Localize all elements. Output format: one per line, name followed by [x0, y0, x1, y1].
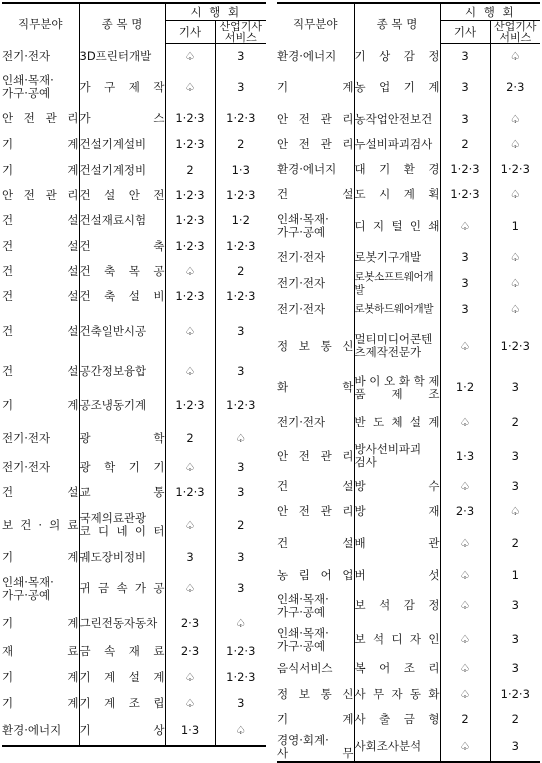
engineer-rounds-cell: ♤	[440, 682, 490, 707]
item-cell: 대 기 환 경	[354, 157, 440, 182]
industrial-rounds-cell: 3	[490, 624, 540, 656]
industrial-rounds-cell: 3	[215, 570, 266, 608]
field-cell: 기 계	[2, 389, 79, 422]
item-cell: 건설기계정비	[79, 158, 165, 183]
field-cell: 기 계	[277, 69, 354, 107]
engineer-rounds-cell: 3	[440, 69, 490, 107]
field-cell: 전기·전자	[2, 455, 79, 480]
industrial-rounds-cell: 1·2·3	[490, 157, 540, 182]
header-industrial-engineer: 산업기사 서비스	[490, 21, 540, 44]
field-cell: 건 설	[2, 354, 79, 389]
item-cell: 보 석 디 자 인	[354, 624, 440, 656]
left-table	[2, 2, 266, 747]
item-cell: 멀티미디어콘텐 츠제작전문가	[354, 323, 440, 370]
table-row	[277, 157, 540, 182]
field-cell: 화 학	[277, 370, 354, 406]
item-cell: 광 학	[79, 422, 165, 455]
industrial-rounds-cell: ♤	[490, 107, 540, 132]
engineer-rounds-cell: 3	[165, 545, 215, 570]
engineer-rounds-cell: 1·3	[165, 717, 215, 746]
engineer-rounds-cell: 2	[440, 132, 490, 157]
table-row	[2, 422, 266, 455]
item-cell: 로봇기구개발	[354, 245, 440, 271]
table-row	[277, 588, 540, 624]
industrial-rounds-cell: ♤	[490, 297, 540, 323]
engineer-rounds-cell: ♤	[165, 506, 215, 545]
field-cell: 기 계	[2, 665, 79, 691]
industrial-rounds-cell: 1	[490, 208, 540, 245]
field-cell: 환경·에너지	[277, 44, 354, 69]
industrial-rounds-cell: 1·2·3	[215, 284, 266, 310]
engineer-rounds-cell: ♤	[440, 525, 490, 563]
header-industrial-engineer: 산업기사 서비스	[215, 21, 266, 44]
industrial-rounds-cell: 1·2·3	[490, 323, 540, 370]
industrial-rounds-cell: 3	[490, 588, 540, 624]
engineer-rounds-cell: 2·3	[440, 499, 490, 525]
industrial-rounds-cell: 1·2·3	[215, 183, 266, 208]
table-row	[277, 69, 540, 107]
table-row	[2, 639, 266, 665]
field-cell: 건 설	[2, 480, 79, 506]
industrial-rounds-cell: 3	[215, 354, 266, 389]
engineer-rounds-cell: 1·2·3	[165, 389, 215, 422]
item-cell: 바 이 오 화 학 제 품 제 조	[354, 370, 440, 406]
industrial-rounds-cell: ♤	[215, 717, 266, 746]
engineer-rounds-cell: 1·2·3	[440, 182, 490, 208]
item-cell: 귀 금 속 가 공	[79, 570, 165, 608]
table-row	[2, 608, 266, 639]
table-row	[277, 107, 540, 132]
table-row	[277, 271, 540, 297]
industrial-rounds-cell: 2	[215, 506, 266, 545]
engineer-rounds-cell: ♤	[440, 588, 490, 624]
table-row	[2, 158, 266, 183]
industrial-rounds-cell: 2	[490, 707, 540, 733]
item-cell: 그린전동자동차	[79, 608, 165, 639]
item-cell: 건축일반시공	[79, 310, 165, 354]
table-row	[2, 69, 266, 106]
engineer-rounds-cell: 3	[440, 245, 490, 271]
item-cell: 배 관	[354, 525, 440, 563]
engineer-rounds-cell: ♤	[165, 310, 215, 354]
industrial-rounds-cell: 3	[215, 69, 266, 106]
field-cell: 인쇄·목재· 가구·공예	[277, 624, 354, 656]
engineer-rounds-cell: ♤	[440, 406, 490, 439]
header-engineer: 기사	[165, 21, 215, 44]
table-row	[2, 691, 266, 717]
field-cell: 기 계	[2, 545, 79, 570]
industrial-rounds-cell: 2·3	[490, 69, 540, 107]
field-cell: 음식서비스	[277, 656, 354, 682]
field-cell: 건 설	[277, 525, 354, 563]
field-cell: 안 전 관 리	[2, 183, 79, 208]
table-row	[2, 665, 266, 691]
engineer-rounds-cell: ♤	[440, 733, 490, 762]
table-row	[277, 499, 540, 525]
engineer-rounds-cell: ♤	[165, 44, 215, 69]
industrial-rounds-cell: 1·2	[215, 208, 266, 234]
field-cell: 안 전 관 리	[277, 439, 354, 474]
field-cell: 재 료	[2, 639, 79, 665]
item-cell: 궤도장비정비	[79, 545, 165, 570]
table-row	[2, 132, 266, 158]
engineer-rounds-cell: ♤	[165, 665, 215, 691]
header-item: 종 목 명	[79, 3, 165, 44]
industrial-rounds-cell: 1	[490, 563, 540, 588]
industrial-rounds-cell: 1·2·3	[490, 682, 540, 707]
table-row	[2, 480, 266, 506]
field-cell: 기 계	[2, 132, 79, 158]
item-cell: 디 지 털 인 쇄	[354, 208, 440, 245]
engineer-rounds-cell: ♤	[165, 455, 215, 480]
item-cell: 버 섯	[354, 563, 440, 588]
engineer-rounds-cell: ♤	[165, 259, 215, 284]
field-cell: 농 림 어 업	[277, 563, 354, 588]
table-row	[277, 132, 540, 157]
industrial-rounds-cell: 1·3	[215, 158, 266, 183]
industrial-rounds-cell: 3	[215, 44, 266, 69]
item-cell: 공조냉동기계	[79, 389, 165, 422]
engineer-rounds-cell: ♤	[440, 656, 490, 682]
table-row	[2, 455, 266, 480]
field-cell: 기 계	[277, 707, 354, 733]
header-item: 종 목 명	[354, 3, 440, 44]
field-cell: 경영·회계· 사 무	[277, 732, 354, 760]
field-cell: 전기·전자	[277, 271, 354, 297]
field-cell: 기 계	[2, 691, 79, 717]
field-cell: 전기·전자	[277, 297, 354, 323]
industrial-rounds-cell: 1·2·3	[215, 665, 266, 691]
engineer-rounds-cell: 2	[440, 707, 490, 733]
industrial-rounds-cell: 1·2·3	[215, 234, 266, 259]
field-cell: 안 전 관 리	[277, 499, 354, 525]
engineer-rounds-cell: ♤	[165, 691, 215, 717]
field-cell: 인쇄·목재· 가구·공예	[277, 208, 354, 245]
table-row	[277, 682, 540, 707]
industrial-rounds-cell: 3	[490, 474, 540, 499]
field-cell: 안 전 관 리	[277, 132, 354, 157]
engineer-rounds-cell: ♤	[165, 69, 215, 106]
field-cell: 건 설	[2, 259, 79, 284]
item-cell: 가 구 제 작	[79, 69, 165, 106]
item-cell: 기 상	[79, 717, 165, 746]
header-field: 직무분야	[277, 3, 354, 44]
table-row	[277, 474, 540, 499]
engineer-rounds-cell: 1·2·3	[165, 106, 215, 132]
item-cell: 반 도 체 설 계	[354, 406, 440, 439]
table-row	[2, 284, 266, 310]
industrial-rounds-cell: 1·2·3	[215, 639, 266, 665]
table-row	[2, 354, 266, 389]
field-cell: 환경·에너지	[277, 157, 354, 182]
industrial-rounds-cell: ♤	[490, 182, 540, 208]
engineer-rounds-cell: 3	[440, 44, 490, 69]
engineer-rounds-cell: 1·2·3	[165, 284, 215, 310]
item-cell: 방 재	[354, 499, 440, 525]
table-row	[277, 297, 540, 323]
engineer-rounds-cell: ♤	[440, 624, 490, 656]
field-cell: 정 보 통 신	[277, 323, 354, 370]
item-cell: 방사선비파괴 검사	[354, 439, 440, 474]
table-row	[277, 208, 540, 245]
industrial-rounds-cell: 3	[490, 733, 540, 762]
field-cell: 안 전 관 리	[2, 106, 79, 132]
engineer-rounds-cell: 1·3	[440, 439, 490, 474]
item-cell: 기 상 감 정	[354, 44, 440, 69]
engineer-rounds-cell: 1·2·3	[165, 480, 215, 506]
item-cell: 누설비파괴검사	[354, 132, 440, 157]
industrial-rounds-cell: 2	[490, 525, 540, 563]
header-field: 직무분야	[2, 3, 79, 44]
engineer-rounds-cell: 1·2	[440, 370, 490, 406]
item-cell: 건 설 안 전	[79, 183, 165, 208]
engineer-rounds-cell: ♤	[440, 563, 490, 588]
field-cell: 기 계	[2, 158, 79, 183]
field-cell: 전기·전자	[2, 422, 79, 455]
table-row	[2, 44, 266, 69]
table-row	[277, 245, 540, 271]
item-cell: 기 계 설 계	[79, 665, 165, 691]
table-row	[277, 624, 540, 656]
table-row	[2, 259, 266, 284]
item-cell: 도 시 계 획	[354, 182, 440, 208]
item-cell: 국제의료관광 코 디 네 이 터	[79, 506, 165, 545]
industrial-rounds-cell: 3	[215, 691, 266, 717]
engineer-rounds-cell: 3	[440, 297, 490, 323]
engineer-rounds-cell: 2	[165, 158, 215, 183]
item-cell: 사회조사분석	[354, 733, 440, 762]
item-cell: 보 석 감 정	[354, 588, 440, 624]
engineer-rounds-cell: 2·3	[165, 639, 215, 665]
item-cell: 건설기계설비	[79, 132, 165, 158]
item-cell: 광 학 기 기	[79, 455, 165, 480]
table-row	[2, 570, 266, 608]
table-row	[2, 208, 266, 234]
field-cell: 건 설	[277, 182, 354, 208]
table-row	[277, 733, 540, 762]
industrial-rounds-cell: 3	[490, 370, 540, 406]
item-cell: 사 무 자 동 화	[354, 682, 440, 707]
industrial-rounds-cell: 2	[215, 132, 266, 158]
industrial-rounds-cell: 2	[490, 406, 540, 439]
industrial-rounds-cell: ♤	[215, 422, 266, 455]
table-row	[2, 389, 266, 422]
field-cell: 보 건 · 의 료	[2, 506, 79, 545]
engineer-rounds-cell: 2	[165, 422, 215, 455]
industrial-rounds-cell: 3	[490, 439, 540, 474]
industrial-rounds-cell: 3	[490, 656, 540, 682]
field-cell: 기 계	[2, 608, 79, 639]
item-cell: 가 스	[79, 106, 165, 132]
engineer-rounds-cell: ♤	[440, 323, 490, 370]
item-cell: 농 업 기 계	[354, 69, 440, 107]
field-cell: 안 전 관 리	[277, 107, 354, 132]
item-cell: 사 출 금 형	[354, 707, 440, 733]
industrial-rounds-cell: 3	[215, 455, 266, 480]
engineer-rounds-cell: 1·2·3	[165, 183, 215, 208]
table-row	[277, 563, 540, 588]
table-row	[277, 44, 540, 69]
table-row	[2, 506, 266, 545]
table-row	[2, 545, 266, 570]
engineer-rounds-cell: ♤	[165, 354, 215, 389]
table-row	[277, 707, 540, 733]
field-cell: 환경·에너지	[2, 717, 79, 746]
table-row	[277, 439, 540, 474]
item-cell: 로봇하드웨어개발	[354, 297, 440, 323]
table-row	[277, 323, 540, 370]
field-cell: 건 설	[277, 474, 354, 499]
table-row	[277, 656, 540, 682]
item-cell: 3D프린터개발	[79, 44, 165, 69]
industrial-rounds-cell: ♤	[490, 245, 540, 271]
table-row	[277, 525, 540, 563]
header-engineer: 기사	[440, 21, 490, 44]
field-cell: 전기·전자	[2, 44, 79, 69]
engineer-rounds-cell: 2·3	[165, 608, 215, 639]
engineer-rounds-cell: ♤	[165, 570, 215, 608]
item-cell: 건 축 설 비	[79, 284, 165, 310]
field-cell: 전기·전자	[277, 245, 354, 271]
table-row	[2, 106, 266, 132]
item-cell: 공간정보융합	[79, 354, 165, 389]
header-exam-rounds: 시 행 회	[440, 3, 540, 21]
table-row	[2, 717, 266, 746]
industrial-rounds-cell: 3	[215, 310, 266, 354]
header-exam-rounds: 시 행 회	[165, 3, 266, 21]
table-row	[277, 406, 540, 439]
left-table-body	[2, 44, 266, 746]
table-row	[277, 370, 540, 406]
field-cell: 건 설	[2, 310, 79, 354]
industrial-rounds-cell: ♤	[490, 44, 540, 69]
industrial-rounds-cell: ♤	[490, 132, 540, 157]
industrial-rounds-cell: 2	[215, 259, 266, 284]
field-cell: 인쇄·목재· 가구·공예	[2, 69, 79, 106]
engineer-rounds-cell: 3	[440, 107, 490, 132]
industrial-rounds-cell: ♤	[490, 271, 540, 297]
engineer-rounds-cell: ♤	[440, 208, 490, 245]
engineer-rounds-cell: 3	[440, 271, 490, 297]
item-cell: 농작업안전보건	[354, 107, 440, 132]
right-table-body	[277, 44, 540, 762]
field-cell: 건 설	[2, 208, 79, 234]
industrial-rounds-cell: 1·2·3	[215, 389, 266, 422]
industrial-rounds-cell: ♤	[490, 499, 540, 525]
item-cell: 금 속 재 료	[79, 639, 165, 665]
industrial-rounds-cell: 1·2·3	[215, 106, 266, 132]
engineer-rounds-cell: ♤	[440, 474, 490, 499]
table-row	[2, 183, 266, 208]
industrial-rounds-cell: 3	[215, 480, 266, 506]
item-cell: 건설재료시험	[79, 208, 165, 234]
item-cell: 건 축	[79, 234, 165, 259]
table-row	[2, 234, 266, 259]
field-cell: 정 보 통 신	[277, 682, 354, 707]
engineer-rounds-cell: 1·2·3	[440, 157, 490, 182]
item-cell: 로봇소프트웨어개발	[354, 271, 440, 297]
field-cell: 건 설	[2, 234, 79, 259]
engineer-rounds-cell: 1·2·3	[165, 208, 215, 234]
field-cell: 인쇄·목재· 가구·공예	[277, 588, 354, 624]
table-row	[2, 310, 266, 354]
item-cell: 건 축 목 공	[79, 259, 165, 284]
item-cell: 교 통	[79, 480, 165, 506]
industrial-rounds-cell: 3	[215, 545, 266, 570]
engineer-rounds-cell: 1·2·3	[165, 234, 215, 259]
engineer-rounds-cell: 1·2·3	[165, 132, 215, 158]
field-cell: 건 설	[2, 284, 79, 310]
right-table	[277, 2, 540, 763]
item-cell: 복 어 조 리	[354, 656, 440, 682]
item-cell: 방 수	[354, 474, 440, 499]
field-cell: 전기·전자	[277, 406, 354, 439]
item-cell: 기 계 조 립	[79, 691, 165, 717]
field-cell: 인쇄·목재· 가구·공예	[2, 570, 79, 608]
industrial-rounds-cell: ♤	[215, 608, 266, 639]
table-row	[277, 182, 540, 208]
